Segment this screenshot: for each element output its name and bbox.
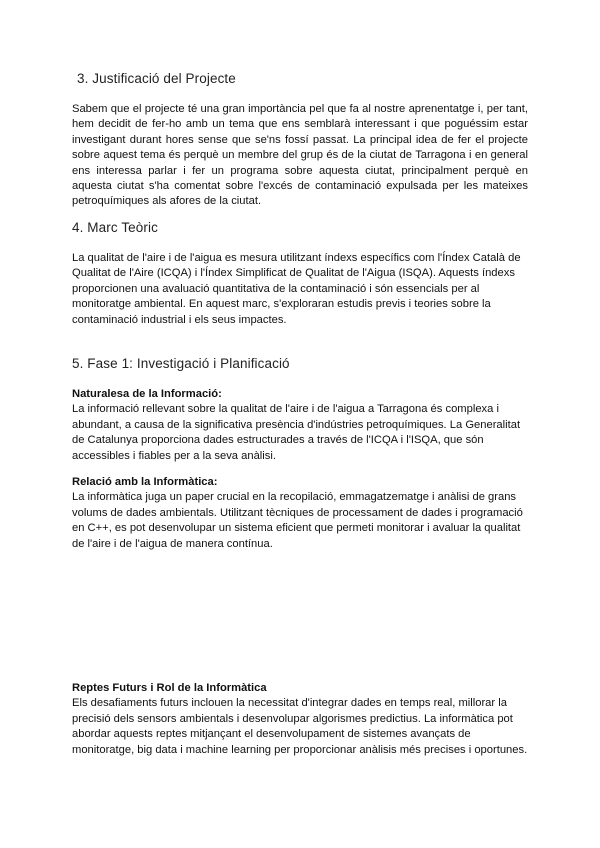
text-line: en C++, es pot desenvolupar un sistema eficient que permeti monitorar i avaluar la qualitat: [72, 522, 521, 535]
text-line: contaminació industrial i els seus impactes.: [72, 313, 287, 326]
text-line: proporcionen una avaluació quantitativa de la contaminació i són essencials per al: [72, 282, 480, 295]
text-line: hem decidit de fer-ho amb un tema que ens semblarà interessant i que poguéssim estar: [72, 118, 528, 131]
text-line: La informàtica juga un paper crucial en la recopilació, emmagatzematge i anàlisi de grans: [72, 491, 517, 504]
text-line: Sabem que el projecte té una gran importància pel que fa al nostre aprenentatge i, per tant,: [72, 103, 528, 115]
subheading-reptes: Reptes Futurs i Rol de la Informàtica: [72, 682, 267, 694]
heading-justificacio: 3. Justificació del Projecte: [77, 71, 236, 86]
block-naturalesa: [72, 387, 528, 464]
paragraph-marc-teoric: [72, 251, 528, 328]
subheading-naturalesa: Naturalesa de la Informació:: [72, 388, 222, 400]
text-line: sobre aquest tema és perquè un membre del grup és de la ciutat de Tarragona i en general: [72, 149, 528, 162]
text-line: precisió dels sensors ambientals i desenvolupar algorismes predictius. La informàtica pot: [72, 712, 513, 725]
text-line: petroquímiques als afores de la ciutat.: [72, 195, 262, 208]
text-line: aquesta ciutat s'ha comentat sobre l'excés de contaminació expulsada per les mateixes: [72, 180, 528, 193]
heading-fase1: 5. Fase 1: Investigació i Planificació: [72, 356, 290, 371]
text-line: abordar aquests reptes mitjançant el desenvolupament de sistemes avançats de: [72, 728, 471, 741]
text-line: ens interessa parlar i fer un programa sobre aquesta ciutat, principalment perquè en: [72, 164, 528, 177]
text-line: Els desafiaments futurs inclouen la necessitat d'integrar dades en temps real, millorar la: [72, 697, 507, 710]
subheading-relacio: Relació amb la Informàtica:: [72, 476, 218, 488]
text-line: monitoratge, big data i machine learning per proporcionar anàlisis més precises i oportunes.: [72, 743, 528, 756]
text-line: de Catalunya proporciona dades estructurades a través de l'ICQA i l'ISQA, que són: [72, 434, 484, 447]
paragraph-justificacio: [72, 102, 528, 210]
text-line: accessibles i fiables per a la seva anàlisi.: [72, 449, 276, 462]
text-line: volums de dades ambientals. Utilitzant tècniques de processament de dades i programació: [72, 506, 523, 519]
text-line: investigant durant hores sense que se'ns fossí passat. La principal idea de fer el projecte: [72, 133, 528, 146]
text-line: Qualitat de l'Aire (ICQA) i l'Índex Simplificat de Qualitat de l'Aigua (ISQA). Aquests índexs: [72, 267, 515, 280]
text-line: La qualitat de l'aire i de l'aigua es mesura utilitzant índexs específics com l'Índex Català de: [72, 252, 521, 264]
block-relacio: [72, 475, 528, 552]
text-line: monitoratge ambiental. En aquest marc, s'exploraran estudis previs i teories sobre la: [72, 298, 491, 311]
text-line: abundant, a causa de la significativa presència d'indústries petroquímiques. La Generalitat: [72, 418, 521, 431]
text-line: de l'aire i de l'aigua de manera contínua.: [72, 537, 273, 550]
text-line: La informació rellevant sobre la qualitat de l'aire i de l'aigua a Tarragona és complexa i: [72, 403, 499, 416]
block-reptes: [72, 681, 528, 758]
heading-marc-teoric: 4. Marc Teòric: [72, 220, 158, 235]
